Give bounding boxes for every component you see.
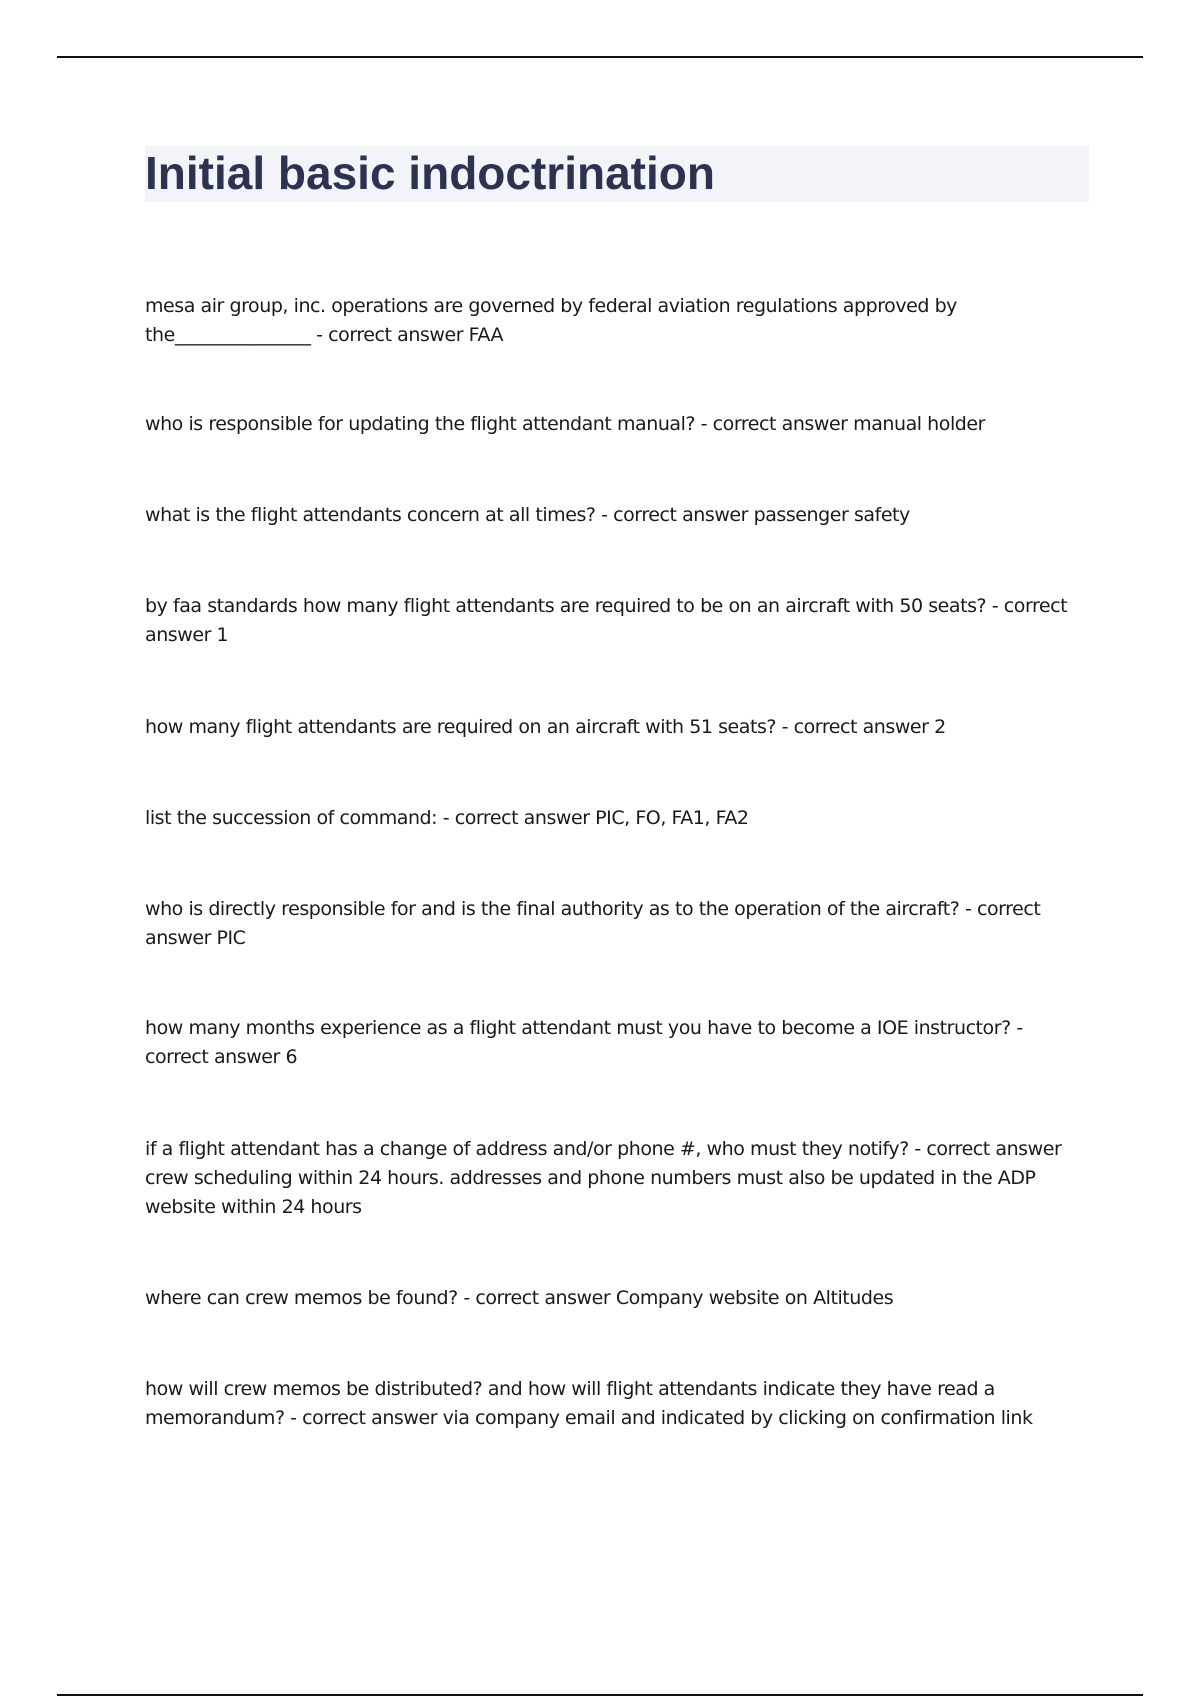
- qa-item-2: who is responsible for updating the flight attendant manual? - correct answer manual holder: [145, 413, 985, 435]
- qa-item-6: list the succession of command: - correct answer PIC, FO, FA1, FA2: [145, 807, 749, 829]
- qa-item-1: mesa air group, inc. operations are governed by federal aviation regulations approved by the_______________ - correct answer FAA: [145, 295, 957, 346]
- qa-item-8: how many months experience as a flight attendant must you have to become a IOE instructor? - correct answer 6: [145, 1017, 1023, 1068]
- qa-item-5: how many flight attendants are required on an aircraft with 51 seats? - correct answer 2: [145, 716, 946, 738]
- qa-item-10: where can crew memos be found? - correct answer Company website on Altitudes: [145, 1287, 894, 1309]
- top-rule: [57, 56, 1143, 58]
- qa-item-7: who is directly responsible for and is the final authority as to the operation of the aircraft? - correct answer PIC: [145, 898, 1041, 949]
- qa-item-9: if a flight attendant has a change of address and/or phone #, who must they notify? - correct answer crew scheduling within 24 hours. addresses and phone numbers must also be updated in the ADP website within 24 hours: [145, 1138, 1062, 1218]
- bottom-rule: [57, 1694, 1143, 1696]
- qa-item-3: what is the flight attendants concern at all times? - correct answer passenger safety: [145, 504, 910, 526]
- qa-item-4: by faa standards how many flight attendants are required to be on an aircraft with 50 seats? - correct answer 1: [145, 595, 1068, 646]
- page-title: Initial basic indoctrination: [145, 147, 715, 199]
- qa-item-11: how will crew memos be distributed? and how will flight attendants indicate they have read a memorandum? - correct answer via company email and indicated by clicking on confirmation link: [145, 1378, 1033, 1429]
